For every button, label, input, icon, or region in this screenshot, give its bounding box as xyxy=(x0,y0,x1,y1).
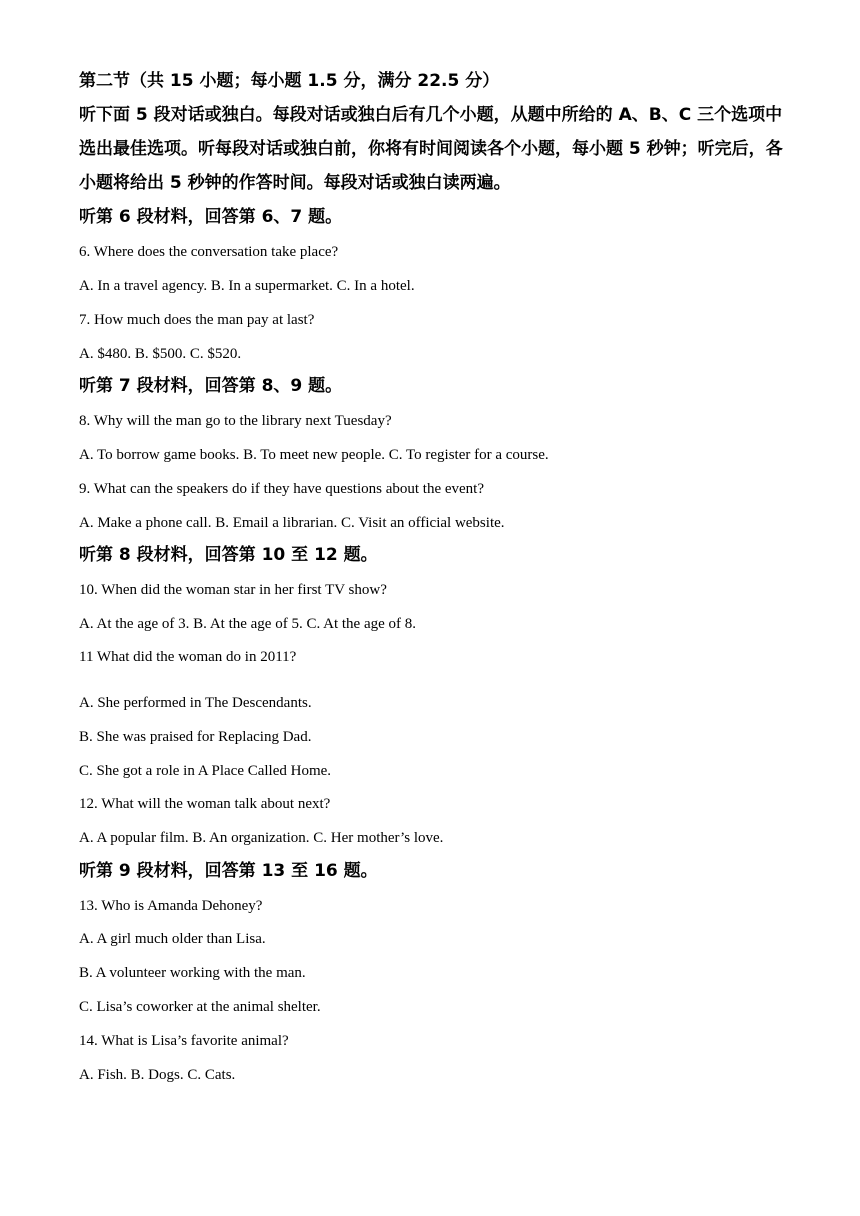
question-7: 7. How much does the man pay at last? xyxy=(79,312,315,328)
group-7-heading: 听第 7 段材料，回答第 8、9 题。 xyxy=(79,376,343,396)
question-8: 8. Why will the man go to the library next Tuesday? xyxy=(79,413,392,429)
question-11: 11 What did the woman do in 2011? xyxy=(79,649,297,665)
instructions-line-2: 选出最佳选项。听每段对话或独白前，你将有时间阅读各个小题，每小题 5 秒钟；听完后，各 xyxy=(79,139,783,159)
option-13-c: C. Lisa’s coworker at the animal shelter. xyxy=(79,999,321,1015)
group-6-heading: 听第 6 段材料，回答第 6、7 题。 xyxy=(79,207,343,227)
question-13: 13. Who is Amanda Dehoney? xyxy=(79,898,263,914)
options-6: A. In a travel agency. B. In a supermarket. C. In a hotel. xyxy=(79,278,415,294)
question-14: 14. What is Lisa’s favorite animal? xyxy=(79,1033,289,1049)
option-11-c: C. She got a role in A Place Called Home. xyxy=(79,763,332,779)
instructions-line-1: 听下面 5 段对话或独白。每段对话或独白后有几个小题，从题中所给的 A、B、C 三个选项中 xyxy=(79,105,783,125)
instructions-line-3: 小题将给出 5 秒钟的作答时间。每段对话或独白读两遍。 xyxy=(79,173,511,193)
group-8-heading: 听第 8 段材料，回答第 10 至 12 题。 xyxy=(79,545,378,565)
option-11-b: B. She was praised for Replacing Dad. xyxy=(79,729,312,745)
question-9: 9. What can the speakers do if they have questions about the event? xyxy=(79,481,485,497)
options-10: A. At the age of 3. B. At the age of 5. C. At the age of 8. xyxy=(79,616,417,632)
options-12: A. A popular film. B. An organization. C. Her mother’s love. xyxy=(79,830,444,846)
options-14: A. Fish. B. Dogs. C. Cats. xyxy=(79,1067,236,1083)
options-9: A. Make a phone call. B. Email a librarian. C. Visit an official website. xyxy=(79,515,505,531)
option-11-a: A. She performed in The Descendants. xyxy=(79,695,312,711)
option-13-b: B. A volunteer working with the man. xyxy=(79,965,306,981)
group-9-heading: 听第 9 段材料，回答第 13 至 16 题。 xyxy=(79,861,378,881)
options-7: A. $480. B. $500. C. $520. xyxy=(79,346,242,362)
question-12: 12. What will the woman talk about next? xyxy=(79,796,331,812)
question-10: 10. When did the woman star in her first TV show? xyxy=(79,582,387,598)
question-6: 6. Where does the conversation take place? xyxy=(79,244,339,260)
options-8: A. To borrow game books. B. To meet new people. C. To register for a course. xyxy=(79,447,549,463)
section-title: 第二节（共 15 小题；每小题 1.5 分，满分 22.5 分） xyxy=(79,71,500,91)
option-13-a: A. A girl much older than Lisa. xyxy=(79,931,266,947)
